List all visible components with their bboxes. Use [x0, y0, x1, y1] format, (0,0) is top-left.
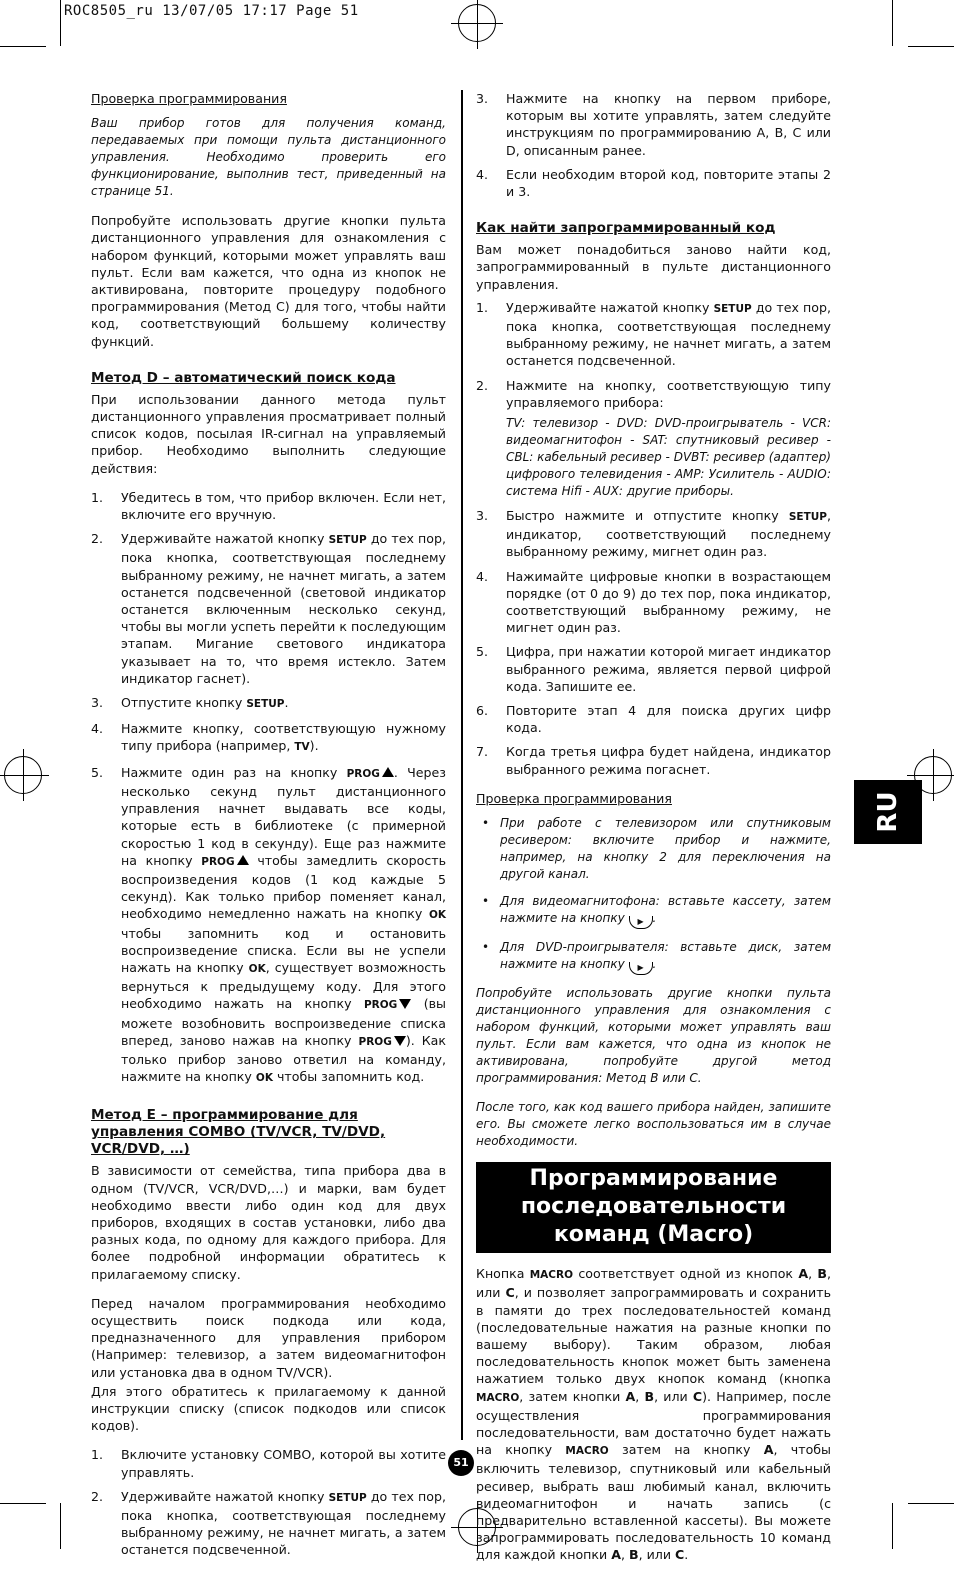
device-types-note: TV: телевизор - DVD: DVD-проигрыватель - VCR: видеомагнитофон - SAT: спутниковый ресивер - CBL: кабельный ресивер - DVBT: ресивер (адаптер) цифрового телевидения - AMP: Усилитель - AUDIO: система Hifi - AUX: другие приборы.	[506, 416, 831, 499]
steps-list	[476, 299, 831, 778]
crop-mark	[0, 46, 46, 47]
crop-mark	[892, 1503, 893, 1549]
crop-mark	[60, 0, 61, 46]
list-item: 2. Нажмите на кнопку, соответствующую типу управляемого прибора: TV: телевизор - DVD: DVD-проигрыватель - VCR: видеомагнитофон - SAT: спутниковый ресивер - CBL: кабельный ресивер - DVBT: ресивер (адаптер) цифрового телевидения - AMP: Усилитель - AUDIO: система Hifi - AUX: другие приборы.	[476, 377, 831, 499]
arrow-up-icon	[382, 767, 394, 777]
list-item: 4. Нажимайте цифровые кнопки в возрастающем порядке (от 0 до 9) до тех пор, пока индикатор, соответствующий выбранному режиму, не мигнет один раз.	[476, 568, 831, 636]
section-subtitle: Проверка программирования	[91, 91, 287, 106]
steps-list	[91, 489, 446, 1088]
section-subtitle: Проверка программирования	[476, 790, 672, 806]
print-slug: ROC8505_ru 13/07/05 17:17 Page 51	[64, 3, 359, 19]
key-label: MACRO	[565, 1445, 609, 1458]
left-column	[91, 90, 446, 1569]
paragraph: Попробуйте использовать другие кнопки пульта дистанционного управления для ознакомления с набором функций, которыми может управлять ваш пульт. Если вам кажется, что одна из кнопок не активирована, повторите процедуру подобного программирования (Метод C) для того, чтобы найти код, соответствующий большему количеству функций.	[91, 213, 446, 349]
key-label: PROG	[346, 767, 380, 780]
paragraph: При использовании данного метода пульт дистанционного управления просматривает полный список кодов, посылая IR-сигнал на управляемый прибор. Необходимо выполнить следующие действия:	[91, 391, 446, 476]
play-icon: ▶	[629, 916, 653, 929]
section-heading: Метод D – автоматический поиск кода	[91, 369, 396, 386]
list-item: 5. Нажмите один раз на кнопку PROG . Через несколько секунд пульт дистанционного управления начнет выдавать все коды, которые есть в библиотеке (с примерной скоростью 1 код в секунду). Еще раз нажмите на кнопку PROG чтобы замедлить скорость воспроизведения кодов (1 код каждые 5 секунд). Как только прибор поменяет канал, необходимо немедленно нажать на кнопку OK чтобы запомнить код и остановить воспроизведение списка. Если вы не успели нажать на кнопку OK, существует возможность вернуться к предыдущему коду. Для этого необходимо нажать на кнопку PROG (вы можете возобновить воспроизведение списка вперед, заново нажав на кнопку PROG ). Как только прибор заново ответил на команду, нажмите на кнопку OK чтобы запомнить код.	[91, 764, 447, 1085]
list-item: • При работе с телевизором или спутниковым ресивером: включите прибор и нажмите, например, на кнопку 2 для переключения на другой канал.	[482, 816, 831, 882]
key-label: MACRO	[476, 1391, 520, 1404]
list-item: • Для видеомагнитофона: вставьте кассету, затем нажмите на кнопку ▶ .	[476, 893, 831, 929]
list-item: 4. Нажмите кнопку, соответствующую нужному типу прибора (например, TV).	[91, 721, 446, 754]
arrow-down-icon	[394, 1036, 406, 1046]
arrow-up-icon	[237, 855, 249, 865]
language-tab: RU	[854, 780, 922, 844]
macro-paragraph: Кнопка MACRO соответствует одной из кнопок A, B, или C, и позволяет запрограммировать и сохранить в памяти до трех последовательностей команд (последовательные нажатия на разные кнопки по вашему выбору). Таким образом, любая последовательность кнопок может быть заменена нажатием только двух кнопок команд (кнопка MACRO, затем кнопки A, B, или C). Например, после осуществления программирования последовательности, вам достаточно будет нажать на кнопку MACRO затем на кнопку A, чтобы включить телевизор, спутниковый или кабельный ресивер, выбрать ваш любимый канал, включить видеомагнитофон и начать запись (с предварительно вставленной кассеты). Вы можете запрограммировать последовательность 10 команд для каждой кнопки A, B, или C.	[476, 1266, 831, 1563]
key-label: OK	[428, 909, 446, 922]
macro-section-title: Программирование последовательности команд (Macro)	[476, 1162, 831, 1253]
list-item: 4. Если необходим второй код, повторите этапы 2 и 3.	[476, 166, 831, 200]
list-item: 2. Удерживайте нажатой кнопку SETUP до тех пор, пока кнопка, соответствующая последнему выбранному режиму, не начнет мигать, а затем останется подсвеченной.	[91, 1488, 446, 1558]
crop-mark	[908, 1503, 954, 1504]
page-number: 51	[448, 1450, 474, 1476]
bullet-list	[476, 815, 831, 975]
steps-list	[91, 1446, 446, 1558]
registration-mark-icon	[458, 4, 496, 42]
key-label: OK	[248, 962, 266, 975]
section-heading: Как найти запрограммированный код	[476, 220, 776, 237]
crop-mark	[908, 46, 954, 47]
key-label: SETUP	[246, 698, 285, 711]
key-label: PROG	[201, 855, 235, 868]
list-item: 1. Убедитесь в том, что прибор включен. Если нет, включите его вручную.	[91, 489, 446, 523]
list-item: 5. Цифра, при нажатии которой мигает индикатор выбранного режима, является первой цифрой кода. Запишите ее.	[476, 644, 831, 694]
key-label: OK	[255, 1072, 273, 1085]
play-icon: ▶	[629, 962, 653, 975]
right-column	[476, 90, 831, 1576]
section-heading: Метод E – программирование для управления COMBO (TV/VCR, TV/DVD, VCR/DVD, …)	[91, 1107, 386, 1158]
column-divider	[461, 90, 463, 1440]
list-item: 3. Нажмите на кнопку на первом приборе, которым вы хотите управлять, затем следуйте инструкциям по программированию A, B, C или D, описанным ранее.	[476, 91, 831, 158]
list-item: 3. Быстро нажмите и отпустите кнопку SETUP, индикатор, соответствующий последнему выбранному режиму, мигнет один раз.	[476, 508, 831, 560]
paragraph: Перед началом программирования необходимо осуществить поиск подкода или кода, предназначенного для управления прибором (Например: телевизор, а затем видеомагнитофон или установка два в одном TV/VCR).	[91, 1295, 446, 1380]
list-item: 3. Отпустите кнопку SETUP.	[91, 695, 289, 711]
key-label: TV	[294, 741, 310, 754]
paragraph: Ваш прибор готов для получения команд, передаваемых при помощи пульта дистанционного управления. Необходимо проверить его функционирование, выполнив тест, приведенный на странице 51.	[91, 116, 446, 199]
list-item: • Для DVD-проигрывателя: вставьте диск, затем нажмите на кнопку ▶ .	[476, 939, 831, 975]
paragraph: Вам может понадобиться заново найти код, запрограммированный в пульте дистанционного управления.	[476, 242, 831, 292]
key-label: SETUP	[328, 1491, 367, 1504]
paragraph: После того, как код вашего прибора найден, запишите его. Вы сможете легко воспользоваться им в случае необходимости.	[476, 1100, 831, 1149]
paragraph: Попробуйте использовать другие кнопки пульта дистанционного управления для ознакомления с набором функций, которыми может управлять ваш пульт. Если вам кажется, что одна из кнопок не активирована, попробуйте другой метод программирования: Метод B или C.	[476, 986, 831, 1086]
paragraph: Для этого обратитесь к прилагаемому к данной инструкции списку (список подкодов или список кодов).	[91, 1383, 446, 1434]
key-label: SETUP	[713, 302, 752, 315]
arrow-down-icon	[399, 999, 411, 1009]
key-label: SETUP	[788, 511, 827, 524]
key-label: PROG	[363, 999, 398, 1012]
crop-mark	[60, 1503, 61, 1549]
paragraph: В зависимости от семейства, типа прибора два в одном (TV/VCR, VCR/DVD,…) и марки, вам будет необходимо ввести либо один код для двух приборов, входящих в состав установки, либо два разных кода, по одному для каждого прибора. Для более подробной информации обратитесь к прилагаемому списку.	[91, 1163, 446, 1282]
key-label: MACRO	[529, 1269, 574, 1282]
registration-mark-icon	[4, 756, 42, 794]
key-label: SETUP	[328, 534, 367, 547]
list-item: 1. Включите установку COMBO, которой вы хотите управлять.	[91, 1447, 446, 1480]
crop-mark	[0, 1503, 46, 1504]
list-item: 2. Удерживайте нажатой кнопку SETUP до тех пор, пока кнопка, соответствующая последнему выбранному режиму, не начнет мигать, а затем останется подсвеченной (световой индикатор останется включенным несколько секунд, чтобы вы могли успеть перейти к последующим этапам. Мигание светового индикатора указывает на то, что время истекло. Затем индикатор гаснет).	[91, 531, 446, 686]
list-item: 7. Когда третья цифра будет найдена, индикатор выбранного режима погаснет.	[476, 744, 831, 777]
steps-list	[476, 90, 831, 200]
list-item: 1. Удерживайте нажатой кнопку SETUP до тех пор, пока кнопка, соответствующая последнему выбранному режиму, не начнет мигать, а затем останется подсвеченной.	[476, 299, 831, 369]
crop-mark	[892, 0, 893, 46]
list-item: 6. Повторите этап 4 для поиска других цифр кода.	[476, 703, 831, 736]
key-label: PROG	[358, 1035, 392, 1048]
